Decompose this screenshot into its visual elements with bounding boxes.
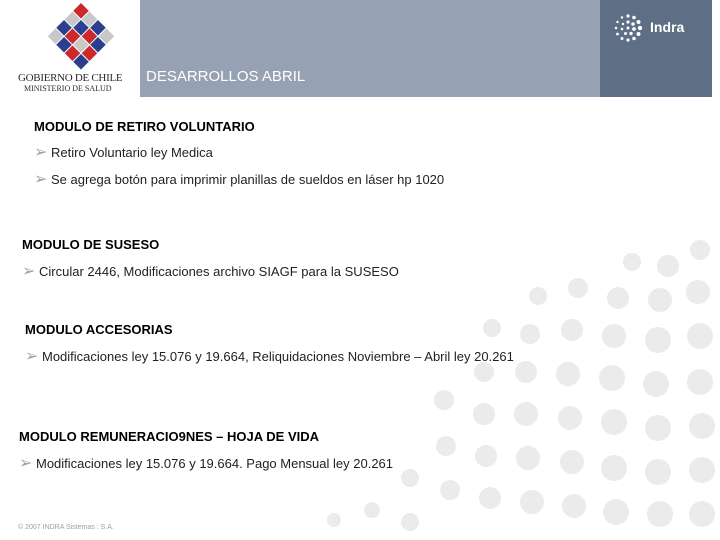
arrow-bullet-icon: ➢ [34,171,48,188]
slide-title: DESARROLLOS ABRIL [146,68,306,85]
section-title-remuneraciones: MODULO REMUNERACIO9NES – HOJA DE VIDA [19,429,319,444]
list-item [22,261,399,281]
arrow-bullet-icon: ➢ [25,348,39,365]
section-title-accesorias: MODULO ACCESORIAS [25,322,173,337]
list-item-text: Modificaciones ley 15.076 y 19.664. Pago Mensual ley 20.261 [36,456,394,471]
arrow-bullet-icon: ➢ [22,263,36,280]
list-item-text: Se agrega botón para imprimir planillas de sueldos en láser hp 1020 [51,172,445,187]
section-title-retiro: MODULO DE RETIRO VOLUNTARIO [34,119,255,134]
arrow-bullet-icon: ➢ [19,455,33,472]
list-item [25,346,514,366]
list-item [19,453,393,473]
list-item [34,142,213,162]
list-item-text: Circular 2446, Modificaciones archivo SIAGF para la SUSESO [39,264,399,279]
list-item-text: Modificaciones ley 15.076 y 19.664, Reliquidaciones Noviembre – Abril ley 20.261 [42,349,514,364]
arrow-bullet-icon: ➢ [34,144,48,161]
list-item [34,169,444,189]
ministry-name: MINISTERIO DE SALUD [24,84,112,93]
footer-copyright: © 2007 INDRA Sistemas . S.A. [18,524,114,531]
brand-name: Indra [650,19,685,35]
section-title-suseso: MODULO DE SUSESO [22,237,160,252]
government-name-line1: GOBIERNO DE CHILE [18,72,123,84]
list-item-text: Retiro Voluntario ley Medica [51,145,213,160]
